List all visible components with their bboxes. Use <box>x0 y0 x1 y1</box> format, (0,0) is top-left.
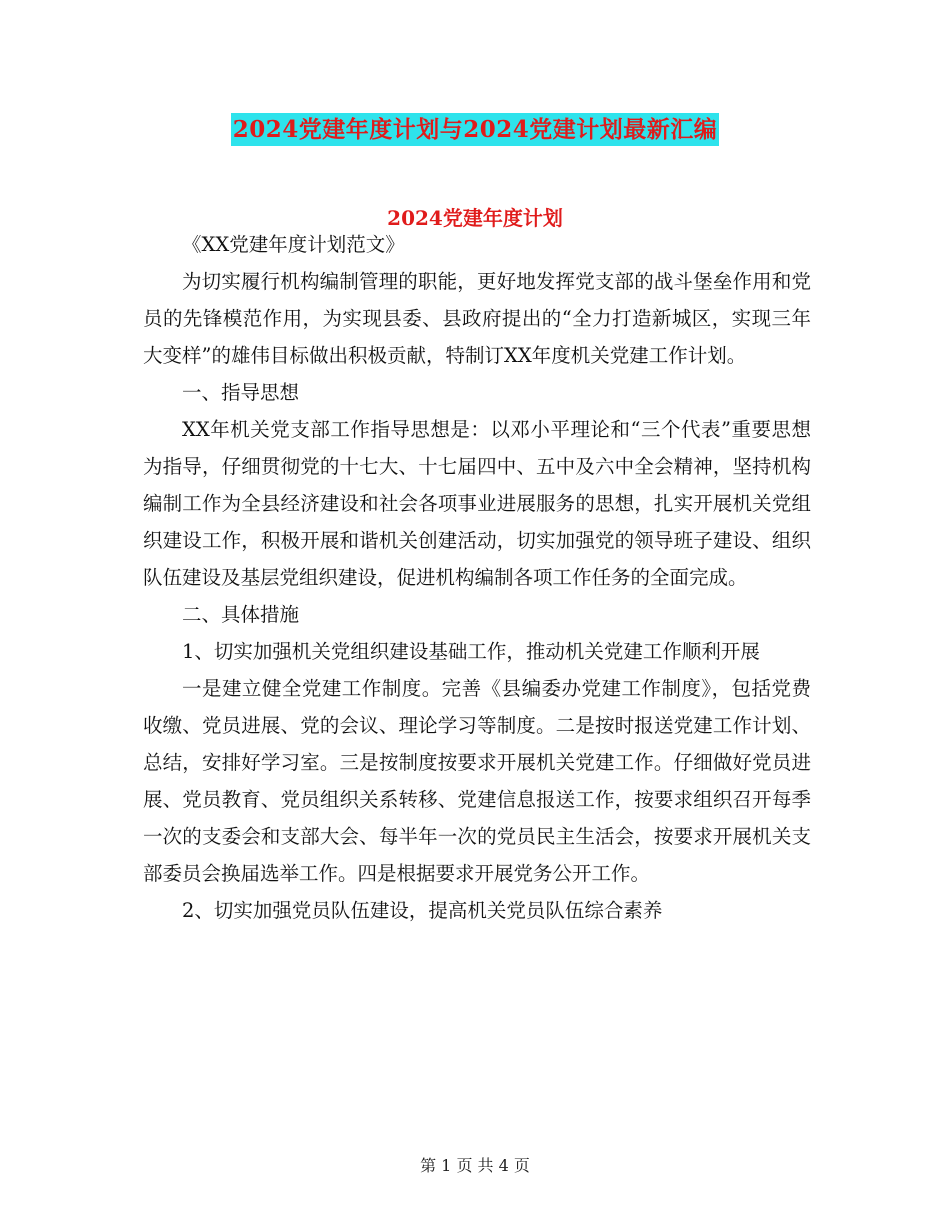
document-title: 2024党建年度计划与2024党建计划最新汇编 <box>231 113 720 146</box>
paragraph: 《XX党建年度计划范文》 <box>182 233 405 256</box>
page-footer: 第 1 页 共 4 页 <box>420 1156 530 1175</box>
paragraph: 1、切实加强机关党组织建设基础工作，推动机关党建工作顺利开展 <box>182 640 760 663</box>
document-body <box>143 226 811 929</box>
document-title-wrap <box>0 113 950 146</box>
paragraph: 一是建立健全党建工作制度。完善《县编委办党建工作制度》，包括党费收缴、党员进展、党的会议、理论学习等制度。二是按时报送党建工作计划、总结，安排好学习室。三是按制度按要求开展机关党建工作。仔细做好党员进展、党员教育、党员组织关系转移、党建信息报送工作，按要求组织召开每季一次的支委会和支部大会、每半年一次的党员民主生活会，按要求开展机关支部委员会换届选举工作。四是根据要求开展党务公开工作。 <box>143 677 811 885</box>
paragraph-heading: 二、具体措施 <box>182 603 300 626</box>
paragraph: 2、切实加强党员队伍建设，提高机关党员队伍综合素养 <box>182 899 663 922</box>
paragraph: XX年机关党支部工作指导思想是：以邓小平理论和“三个代表”重要思想为指导，仔细贯彻党的十七大、十七届四中、五中及六中全会精神，坚持机构编制工作为全县经济建设和社会各项事业进展服务的思想，扎实开展机关党组织建设工作，积极开展和谐机关创建活动，切实加强党的领导班子建设、组织队伍建设及基层党组织建设，促进机构编制各项工作任务的全面完成。 <box>143 418 811 589</box>
section-title: 2024党建年度计划 <box>387 206 563 230</box>
paragraph-heading: 一、指导思想 <box>182 381 300 404</box>
paragraph: 为切实履行机构编制管理的职能，更好地发挥党支部的战斗堡垒作用和党员的先锋模范作用，为实现县委、县政府提出的“全力打造新城区，实现三年大变样”的雄伟目标做出积极贡献，特制订XX年度机关党建工作计划。 <box>143 270 811 367</box>
